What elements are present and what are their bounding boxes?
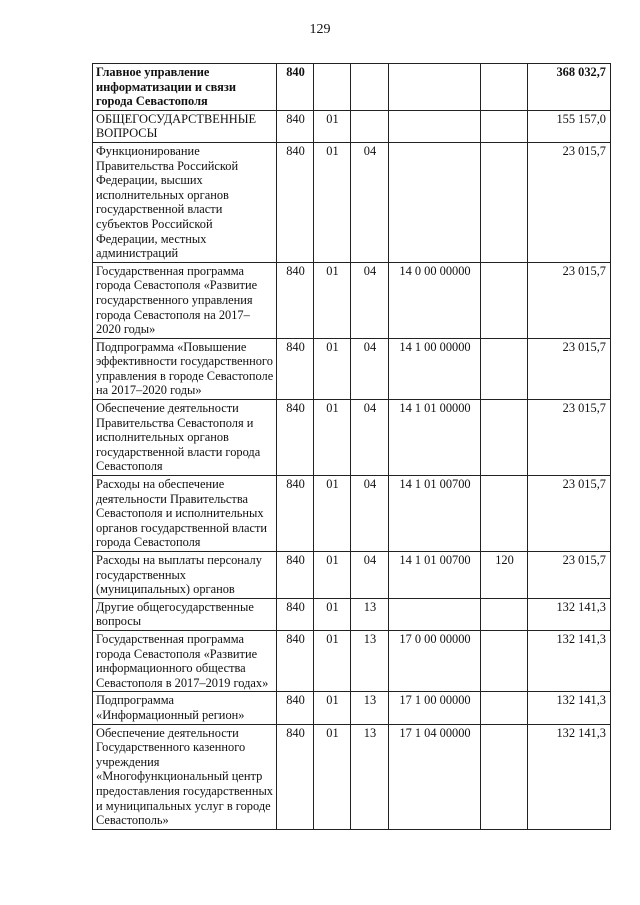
- table-row: [93, 338, 611, 399]
- row-sum: 132 141,3: [528, 724, 611, 829]
- row-rz: 01: [314, 552, 351, 599]
- row-ved: 840: [277, 724, 314, 829]
- row-name: Обеспечение деятельности Государственного казенного учреждения «Многофункциональный центр предоставления государственных и муниципальных услуг в городе Севастополь»: [93, 724, 277, 829]
- row-name: Расходы на выплаты персоналу государственных (муниципальных) органов: [93, 552, 277, 599]
- row-rz: 01: [314, 630, 351, 691]
- table-row: [93, 630, 611, 691]
- row-ved: 840: [277, 64, 314, 111]
- row-vr: [481, 692, 528, 724]
- row-csr: [389, 110, 481, 142]
- row-csr: 17 0 00 00000: [389, 630, 481, 691]
- row-pr: 04: [351, 338, 389, 399]
- row-pr: 04: [351, 552, 389, 599]
- table-row: [93, 598, 611, 630]
- row-sum: 132 141,3: [528, 692, 611, 724]
- budget-table: [92, 63, 611, 830]
- row-vr: [481, 400, 528, 476]
- row-ved: 840: [277, 598, 314, 630]
- row-pr: 13: [351, 630, 389, 691]
- row-rz: 01: [314, 338, 351, 399]
- row-name: Главное управление информатизации и связи города Севастополя: [93, 64, 277, 111]
- row-csr: [389, 142, 481, 262]
- row-pr: 13: [351, 598, 389, 630]
- row-sum: 23 015,7: [528, 262, 611, 338]
- row-pr: 04: [351, 400, 389, 476]
- row-ved: 840: [277, 338, 314, 399]
- row-pr: 13: [351, 692, 389, 724]
- row-sum: 23 015,7: [528, 142, 611, 262]
- row-name: Государственная программа города Севастополя «Развитие информационного общества Севастополя в 2017–2019 годах»: [93, 630, 277, 691]
- row-sum: 23 015,7: [528, 400, 611, 476]
- row-csr: 14 1 01 00000: [389, 400, 481, 476]
- table-row: [93, 262, 611, 338]
- row-rz: 01: [314, 262, 351, 338]
- row-vr: [481, 630, 528, 691]
- row-sum: 132 141,3: [528, 598, 611, 630]
- row-vr: [481, 598, 528, 630]
- table-row: [93, 724, 611, 829]
- row-csr: [389, 64, 481, 111]
- row-rz: 01: [314, 110, 351, 142]
- row-csr: 14 0 00 00000: [389, 262, 481, 338]
- row-rz: 01: [314, 142, 351, 262]
- row-sum: 132 141,3: [528, 630, 611, 691]
- table-row: [93, 692, 611, 724]
- row-rz: 01: [314, 692, 351, 724]
- row-vr: [481, 724, 528, 829]
- row-csr: 14 1 00 00000: [389, 338, 481, 399]
- row-ved: 840: [277, 692, 314, 724]
- row-ved: 840: [277, 476, 314, 552]
- table-body: [93, 64, 611, 830]
- row-csr: 14 1 01 00700: [389, 552, 481, 599]
- row-name: Другие общегосударственные вопросы: [93, 598, 277, 630]
- row-ved: 840: [277, 262, 314, 338]
- row-name: Государственная программа города Севастополя «Развитие государственного управления города Севастополя на 2017–2020 годы»: [93, 262, 277, 338]
- row-sum: 368 032,7: [528, 64, 611, 111]
- row-pr: 04: [351, 142, 389, 262]
- row-name: Расходы на обеспечение деятельности Правительства Севастополя и исполнительных органов государственной власти города Севастополя: [93, 476, 277, 552]
- row-ved: 840: [277, 110, 314, 142]
- row-name: Подпрограмма «Повышение эффективности государственного управления в городе Севастополе на 2017–2020 годы»: [93, 338, 277, 399]
- table-row: [93, 110, 611, 142]
- row-ved: 840: [277, 400, 314, 476]
- row-sum: 23 015,7: [528, 338, 611, 399]
- row-vr: [481, 338, 528, 399]
- row-pr: 13: [351, 724, 389, 829]
- table-row: [93, 476, 611, 552]
- row-pr: [351, 110, 389, 142]
- table-row: [93, 400, 611, 476]
- row-rz: 01: [314, 476, 351, 552]
- row-pr: 04: [351, 476, 389, 552]
- row-name: Функционирование Правительства Российской Федерации, высших исполнительных органов государственной власти субъектов Российской Федерации, местных администраций: [93, 142, 277, 262]
- row-rz: 01: [314, 598, 351, 630]
- row-rz: 01: [314, 724, 351, 829]
- row-ved: 840: [277, 142, 314, 262]
- row-vr: [481, 64, 528, 111]
- row-vr: [481, 262, 528, 338]
- row-vr: 120: [481, 552, 528, 599]
- row-csr: 17 1 04 00000: [389, 724, 481, 829]
- table-row: [93, 64, 611, 111]
- row-sum: 23 015,7: [528, 476, 611, 552]
- row-sum: 23 015,7: [528, 552, 611, 599]
- page-number: 129: [309, 22, 331, 37]
- row-rz: [314, 64, 351, 111]
- row-name: ОБЩЕГОСУДАРСТВЕННЫЕ ВОПРОСЫ: [93, 110, 277, 142]
- table-row: [93, 142, 611, 262]
- row-csr: 14 1 01 00700: [389, 476, 481, 552]
- row-csr: [389, 598, 481, 630]
- row-ved: 840: [277, 630, 314, 691]
- row-name: Подпрограмма «Информационный регион»: [93, 692, 277, 724]
- row-name: Обеспечение деятельности Правительства Севастополя и исполнительных органов государственной власти города Севастополя: [93, 400, 277, 476]
- row-vr: [481, 476, 528, 552]
- row-vr: [481, 142, 528, 262]
- row-sum: 155 157,0: [528, 110, 611, 142]
- table-row: [93, 552, 611, 599]
- row-rz: 01: [314, 400, 351, 476]
- row-csr: 17 1 00 00000: [389, 692, 481, 724]
- row-vr: [481, 110, 528, 142]
- row-pr: 04: [351, 262, 389, 338]
- row-ved: 840: [277, 552, 314, 599]
- row-pr: [351, 64, 389, 111]
